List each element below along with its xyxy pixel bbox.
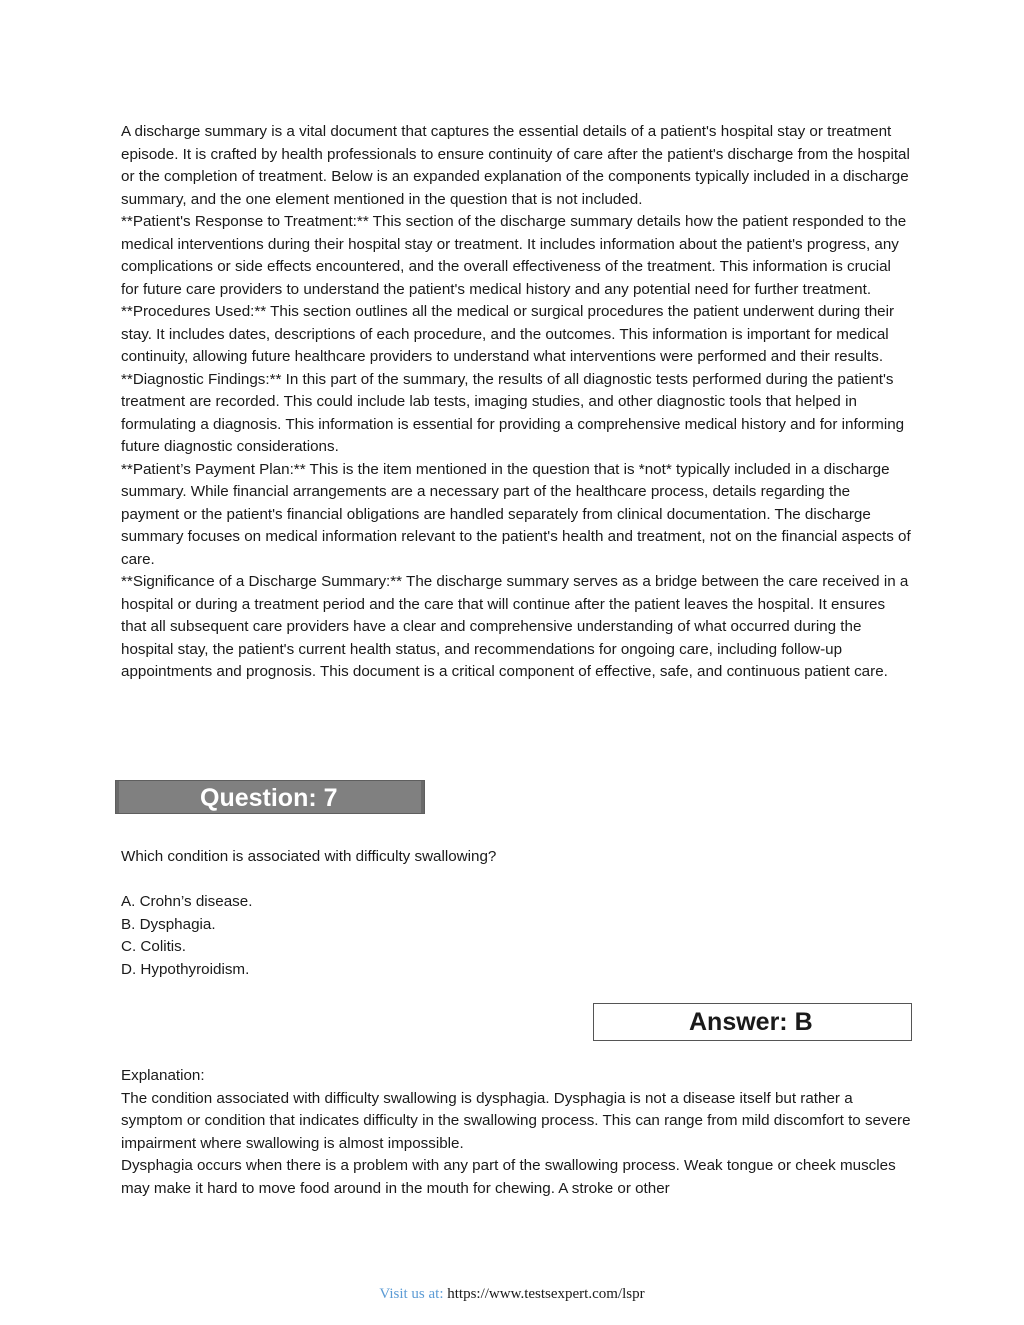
- footer-url-link[interactable]: https://www.testsexpert.com/lspr: [447, 1286, 645, 1302]
- answer-label: Answer: B: [689, 1008, 813, 1036]
- response-to-treatment-paragraph: **Patient's Response to Treatment:** This section of the discharge summary details how the patient responded to the medical interventions during their hospital stay or treatment. It includes information about the patient's progress, any complications or side effects encountered, and the overall effectiveness of the treatment. This information is crucial for future care providers to understand the patient's medical history and any potential need for further treatment.: [121, 213, 907, 298]
- question-text: Which condition is associated with difficulty swallowing?: [121, 848, 497, 865]
- question-heading-banner: [115, 780, 425, 814]
- option-d: D. Hypothyroidism.: [121, 960, 250, 978]
- significance-paragraph: **Significance of a Discharge Summary:** The discharge summary serves as a bridge between the care received in a hospital or during a treatment period and the care that will continue after the patient leaves the hospital. It ensures that all subsequent care providers have a clear and comprehensive understanding of what occurred during the hospital stay, the patient's current health status, and recommendations for ongoing care, including follow-up appointments and prognosis. This document is a critical component of effective, safe, and continuous patient care.: [121, 573, 909, 680]
- option-c: C. Colitis.: [121, 938, 186, 955]
- procedures-used-paragraph: **Procedures Used:** This section outlines all the medical or surgical procedures the patient underwent during their stay. It includes dates, descriptions of each procedure, and the outcomes. This information is important for medical continuity, allowing future healthcare providers to understand what interventions were performed and their results.: [121, 303, 895, 365]
- question-heading: Question: 7: [200, 784, 338, 812]
- answer-options: [121, 891, 911, 981]
- payment-plan-paragraph: **Patient’s Payment Plan:** This is the item mentioned in the question that is *not* typically included in a discharge summary. While financial arrangements are a necessary part of the healthcare process, details regarding the payment or the patient's financial obligations are handled separately from clinical documentation. The discharge summary focuses on medical information relevant to the patient's health and treatment, not on the financial aspects of care.: [121, 460, 911, 568]
- diagnostic-findings-paragraph: **Diagnostic Findings:** In this part of the summary, the results of all diagnostic tests performed during the patient's treatment are recorded. This could include lab tests, imaging studies, and other diagnostic tools that helped in formulating a diagnosis. This information is essential for providing a comprehensive medical history and for informing future diagnostic considerations.: [121, 370, 905, 455]
- page-footer: [0, 1284, 1024, 1304]
- option-b: B. Dysphagia.: [121, 915, 216, 933]
- explanation-paragraph: The condition associated with difficulty swallowing is dysphagia. Dysphagia is not a disease itself but rather a symptom or condition that indicates difficulty in the swallowing process. This can range from mild discomfort to severe impairment where swallowing is almost impossible.: [121, 1089, 911, 1152]
- intro-paragraph: A discharge summary is a vital document that captures the essential details of a patient's hospital stay or treatment episode. It is crafted by health professionals to ensure continuity of care after the patient's discharge from the hospital or the completion of treatment. Below is an expanded explanation of the components typically included in a discharge summary, and the one element mentioned in the question that is not included.: [121, 123, 910, 208]
- explanation-section: [121, 1065, 911, 1200]
- answer-box: [593, 1003, 912, 1041]
- explanation-heading: Explanation:: [121, 1067, 205, 1084]
- explanation-paragraph: Dysphagia occurs when there is a problem with any part of the swallowing process. Weak tongue or cheek muscles may make it hard to move food around in the mouth for chewing. A stroke or other: [121, 1157, 896, 1197]
- intro-section: [121, 121, 911, 684]
- question-section: [121, 846, 911, 869]
- option-a: A. Crohn’s disease.: [121, 893, 253, 910]
- footer-visit-label: Visit us at:: [379, 1286, 444, 1302]
